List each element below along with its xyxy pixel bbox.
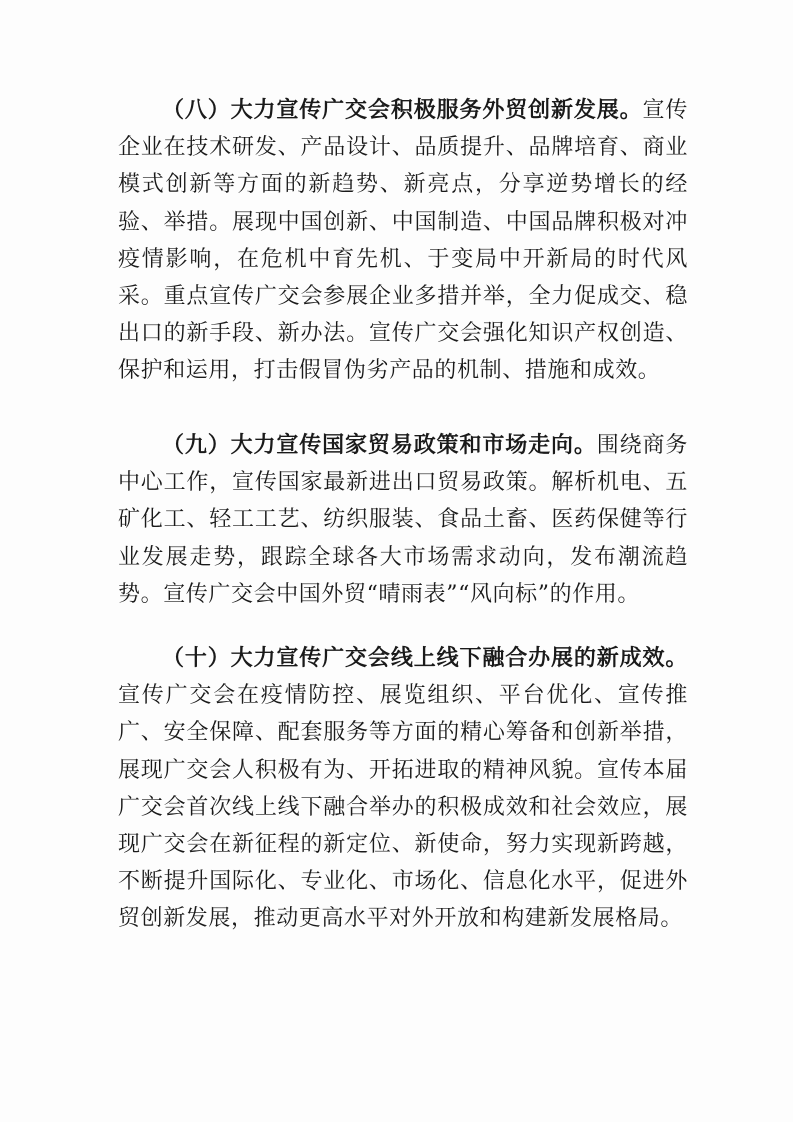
paragraph-8-body: 宣传企业在技术研发、产品设计、品质提升、品牌培育、商业模式创新等方面的新趋势、新亮点，分享逆势增长的经验、举措。展现中国创新、中国制造、中国品牌积极对冲疫情影响，在危机中育先机、于变局中开新局的时代风采。重点宣传广交会参展企业多措并举，全力促成交、稳出口的新手段、新办法。宣传广交会强化知识产权创造、保护和运用，打击假冒伪劣产品的机制、措施和成效。 [118, 98, 688, 384]
paragraph-9-heading: （九）大力宣传国家贸易政策和市场走向。 [162, 432, 597, 458]
paragraph-9-body: 围绕商务中心工作，宣传国家最新进出口贸易政策。解析机电、五矿化工、轻工工艺、纺织服装、食品土畜、医药保健等行业发展走势，跟踪全球各大市场需求动向，发布潮流趋势。宣传广交会中国外贸“晴雨表”“风向标”的作用。 [118, 433, 688, 607]
paragraph-8 [118, 92, 688, 390]
paragraph-8-heading: （八）大力宣传广交会积极服务外贸创新发展。 [162, 97, 643, 123]
paragraph-9 [118, 427, 688, 613]
paragraph-10-heading: （十）大力宣传广交会线上线下融合办展的新成效。 [162, 645, 688, 671]
paragraph-10 [118, 640, 688, 938]
paragraph-10-body: 宣传广交会在疫情防控、展览组织、平台优化、宣传推广、安全保障、配套服务等方面的精心筹备和创新举措，展现广交会人积极有为、开拓进取的精神风貌。宣传本届广交会首次线上线下融合举办的积极成效和社会效应，展现广交会在新征程的新定位、新使命，努力实现新跨越，不断提升国际化、专业化、市场化、信息化水平，促进外贸创新发展，推动更高水平对外开放和构建新发展格局。 [118, 683, 688, 932]
